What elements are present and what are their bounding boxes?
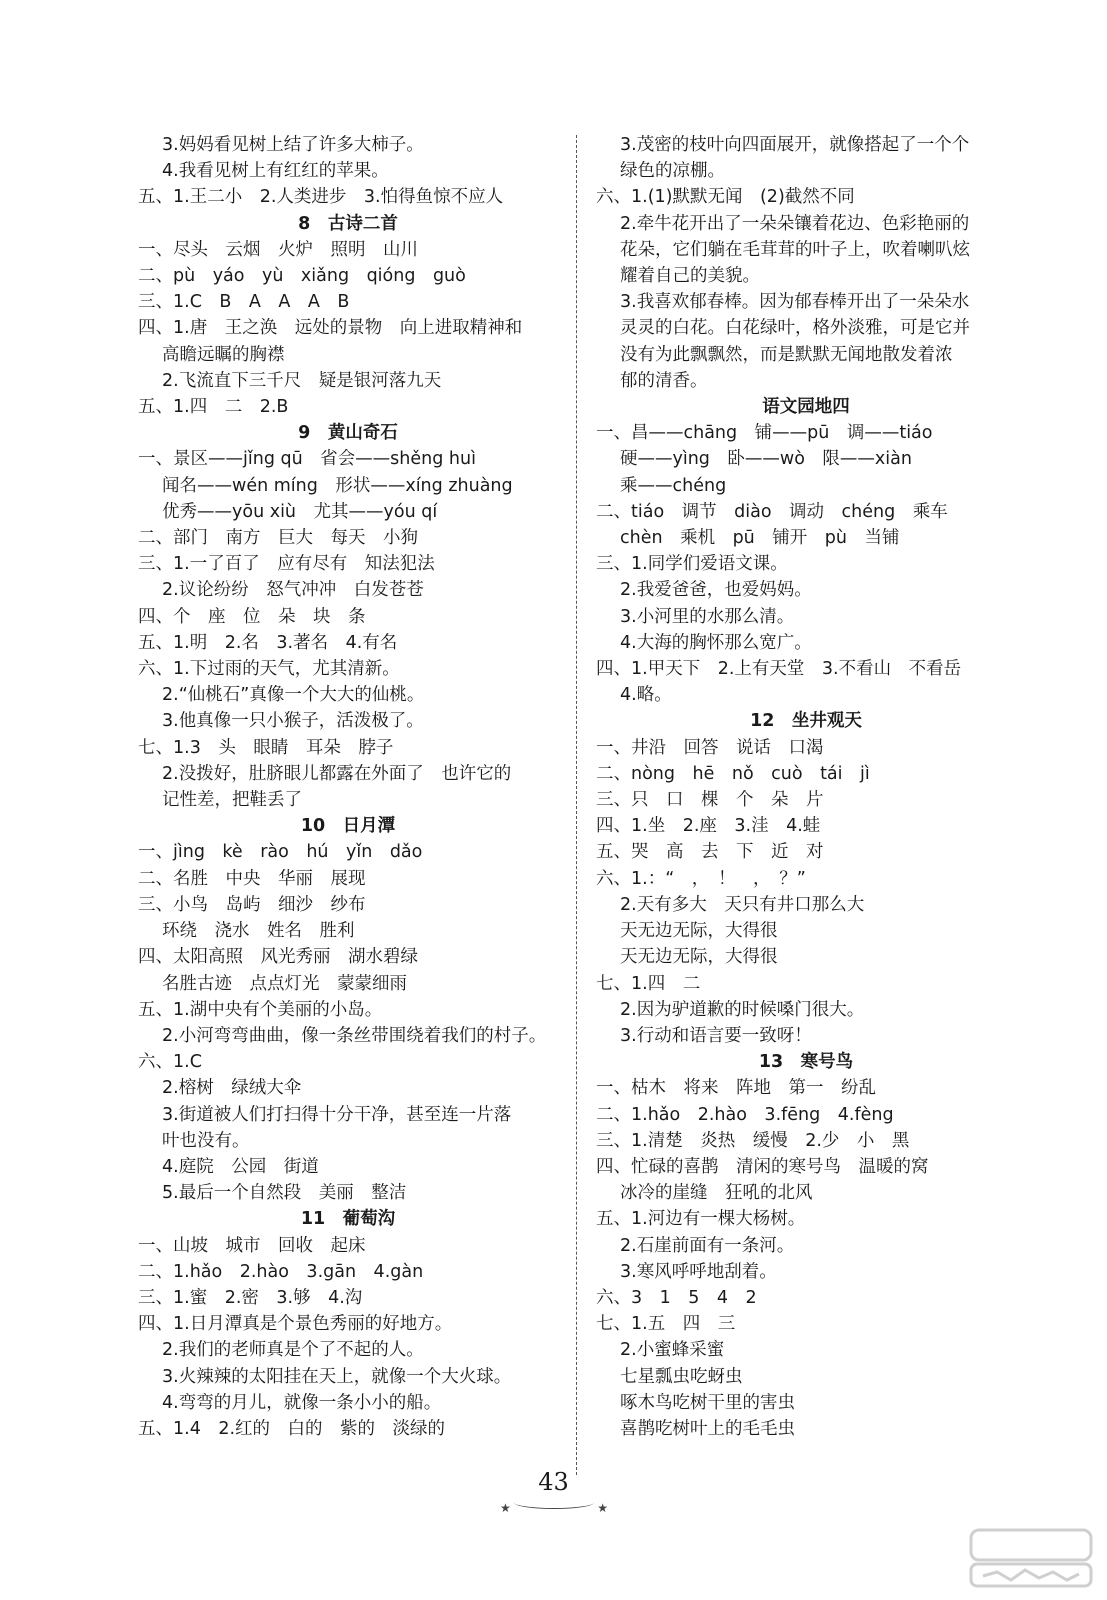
answer-line: 三、1.蜜 2.密 3.够 4.沟 [138,1287,363,1308]
answer-line: 天无边无际，大得很 [620,947,778,968]
answer-line: 四、1.唐 王之涣 远处的景物 向上进取精神和 [138,318,523,339]
answer-line: 六、1.C [138,1052,202,1073]
answer-line: 2.“仙桃石”真像一个大大的仙桃。 [162,685,425,706]
answer-line: 二、nòng hē nǒ cuò tái jì [596,763,870,784]
answer-line: 乘——chéng [620,475,727,496]
answer-line: 七、1.四 二 [596,973,701,994]
answer-line: 5.最后一个自然段 美丽 整洁 [162,1183,407,1204]
answer-line: 三、1.清楚 炎热 缓慢 2.少 小 黑 [596,1130,910,1151]
section-title: 13 寒号鸟 [758,1052,854,1073]
answer-line: 3.他真像一只小猴子，活泼极了。 [162,711,424,732]
section-title: 11 葡萄沟 [300,1209,396,1230]
answer-line: 三、只 口 棵 个 朵 片 [596,790,824,811]
answer-line: 2.我们的老师真是个了不起的人。 [162,1340,424,1361]
answer-line: 六、1.：“ ， ！ ， ？” [596,868,806,889]
answer-line: 2.没拨好，肚脐眼儿都露在外面了 也许它的 [162,763,512,784]
answer-line: 四、太阳高照 风光秀丽 湖水碧绿 [138,947,418,968]
answer-line: 2.因为驴道歉的时候嗓门很大。 [620,999,865,1020]
answer-line: 二、名胜 中央 华丽 展现 [138,868,366,889]
answer-line: 3.行动和语言要一致呀！ [620,1025,812,1046]
answer-line: 2.牵牛花开出了一朵朵镶着花边、色彩艳丽的 [620,213,970,234]
answer-line: 3.火辣辣的太阳挂在天上，就像一个大火球。 [162,1366,512,1387]
answer-line: 五、哭 高 去 下 近 对 [596,842,824,863]
answer-line: 三、小鸟 岛屿 细沙 纱布 [138,894,366,915]
answer-line: 高瞻远瞩的胸襟 [162,344,285,365]
answer-line: 4.大海的胸怀那么宽广。 [620,632,812,653]
answer-line: 五、1.河边有一棵大杨树。 [596,1209,806,1230]
answer-line: 优秀——yōu xiù 尤其——yóu qí [162,501,438,522]
section-title: 9 黄山奇石 [298,423,398,444]
answer-line: 一、山坡 城市 回收 起床 [138,1235,366,1256]
answer-line: 七、1.五 四 三 [596,1314,736,1335]
answer-line: 一、昌——chāng 铺——pū 调——tiáo [596,423,933,444]
footer-arc [514,1496,594,1509]
answer-line: 二、tiáo 调节 diào 调动 chéng 乘车 [596,501,948,522]
answer-line: 2.小蜜蜂采蜜 [620,1340,725,1361]
answer-line: 2.榕树 绿绒大伞 [162,1078,302,1099]
answer-line: 二、pù yáo yù xiǎng qióng guò [138,266,466,287]
answer-line: 五、1.4 2.红的 白的 紫的 淡绿的 [138,1418,446,1439]
answer-line: 硬——yìng 卧——wò 限——xiàn [620,449,912,470]
answer-line: 一、jìng kè rào hú yǐn dǎo [138,842,423,863]
page-number: 43 [538,1468,569,1496]
answer-line: 记性差，把鞋丢了 [162,790,302,811]
answer-line: 七、1.3 头 眼睛 耳朵 脖子 [138,737,394,758]
answer-line: 四、1.甲天下 2.上有天堂 3.不看山 不看岳 [596,659,962,680]
answer-line: 四、1.坐 2.座 3.洼 4.蛙 [596,816,821,837]
answer-line: 3.茂密的枝叶向四面展开，就像搭起了一个个 [620,135,970,155]
answer-line: 六、1.(1)默默无闻 (2)截然不同 [596,187,855,208]
answer-line: 3.寒风呼呼地刮着。 [620,1261,777,1282]
answer-line: 五、1.王二小 2.人类进步 3.怕得鱼惊不应人 [138,187,504,208]
answer-line: chèn 乘机 pū 铺开 pù 当铺 [620,528,900,549]
answer-line: 灵灵的白花。白花绿叶，格外淡雅，可是它并 [620,318,970,339]
answer-line: 2.天有多大 天只有井口那么大 [620,894,865,915]
left-column [138,132,558,1442]
answer-line: 2.飞流直下三千尺 疑是银河落九天 [162,370,442,391]
answer-line: 四、1.日月潭真是个景色秀丽的好地方。 [138,1314,453,1335]
answer-line: 4.庭院 公园 街道 [162,1156,319,1177]
answer-line: 名胜古迹 点点灯光 蒙蒙细雨 [162,973,407,994]
answer-line: 四、个 座 位 朵 块 条 [138,606,366,627]
answer-line: 耀着自己的美貌。 [620,266,760,287]
footer-ornament [500,1502,608,1516]
answer-line: 一、井沿 回答 说话 口渴 [596,737,824,758]
answer-line: 七星瓢虫吃蚜虫 [620,1366,743,1387]
star-icon: ★ [597,1501,608,1515]
answer-line: 2.石崖前面有一条河。 [620,1235,795,1256]
answer-line: 2.议论纷纷 怒气冲冲 白发苍苍 [162,580,424,601]
answer-line: 五、1.四 二 2.B [138,397,289,418]
answer-line: 环绕 浇水 姓名 胜利 [162,921,355,942]
answer-line: 一、枯木 将来 阵地 第一 纷乱 [596,1078,876,1099]
answer-line: 3.街道被人们打扫得十分干净，甚至连一片落 [162,1104,512,1125]
answer-line: 一、尽头 云烟 火炉 照明 山川 [138,239,418,260]
answer-line: 二、1.hǎo 2.hào 3.fēng 4.fèng [596,1104,894,1125]
answer-line: 绿色的凉棚。 [620,161,725,182]
answer-line: 叶也没有。 [162,1130,250,1151]
column-divider [576,135,577,1475]
answer-line: 一、景区——jǐng qū 省会——shěng huì [138,449,476,470]
answer-line: 天无边无际，大得很 [620,921,778,942]
answer-line: 六、1.下过雨的天气，尤其清新。 [138,659,400,680]
star-icon: ★ [500,1501,511,1515]
answer-line: 郁的清香。 [620,370,708,391]
section-title: 10 日月潭 [300,816,396,837]
answer-line: 三、1.一了百了 应有尽有 知法犯法 [138,554,435,575]
answer-line: 五、1.明 2.名 3.著名 4.有名 [138,632,398,653]
answer-line: 花朵，它们躺在毛茸茸的叶子上，吹着喇叭炫 [620,239,970,260]
answer-line: 2.我爱爸爸，也爱妈妈。 [620,580,812,601]
answer-line: 五、1.湖中央有个美丽的小岛。 [138,999,383,1020]
watermark-logo-icon [967,1526,1095,1590]
answer-line: 啄木鸟吃树干里的害虫 [620,1392,795,1413]
answer-line: 3.妈妈看见树上结了许多大柿子。 [162,135,424,155]
answer-line: 冰冷的崖缝 狂吼的北风 [620,1183,813,1204]
section-title: 8 古诗二首 [298,213,398,234]
answer-line: 3.小河里的水那么清。 [620,606,795,627]
answer-line: 没有为此飘飘然，而是默默无闻地散发着浓 [620,344,953,365]
answer-line: 三、1.C B A A A B [138,292,350,313]
answer-line: 4.弯弯的月儿，就像一条小小的船。 [162,1392,442,1413]
answer-line: 三、1.同学们爱语文课。 [596,554,788,575]
answer-line: 3.我喜欢郁春棒。因为郁春棒开出了一朵朵水 [620,292,970,313]
answer-line: 六、3 1 5 4 2 [596,1287,757,1308]
answer-line: 4.我看见树上有红红的苹果。 [162,161,389,182]
answer-line: 二、部门 南方 巨大 每天 小狗 [138,528,418,549]
answer-line: 四、忙碌的喜鹊 清闲的寒号鸟 温暖的窝 [596,1156,929,1177]
answer-line: 闻名——wén míng 形状——xíng zhuàng [162,475,513,496]
answer-line: 4.略。 [620,685,672,706]
section-title: 语文园地四 [762,397,850,418]
answer-line: 2.小河弯弯曲曲，像一条丝带围绕着我们的村子。 [162,1025,547,1046]
answer-line: 喜鹊吃树叶上的毛毛虫 [620,1418,795,1439]
section-title: 12 坐井观天 [750,711,862,732]
answer-line: 二、1.hǎo 2.hào 3.gān 4.gàn [138,1261,424,1282]
right-column [596,132,1016,1442]
